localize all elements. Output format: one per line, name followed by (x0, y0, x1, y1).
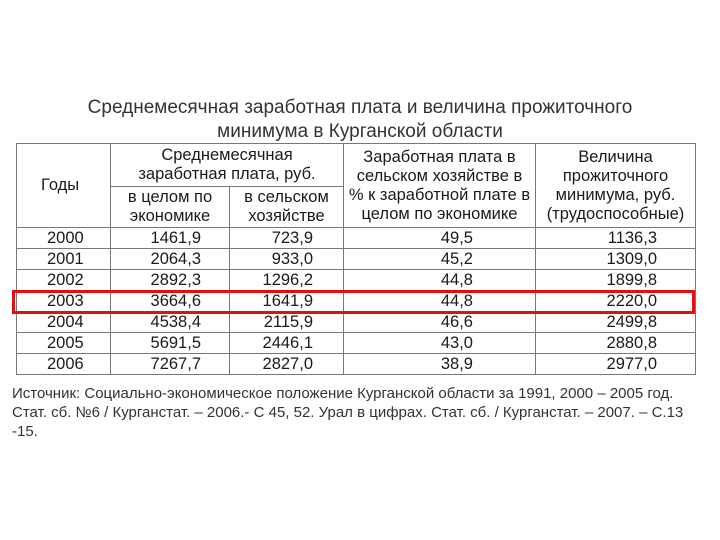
cell-agriculture: 2115,9 (230, 312, 344, 333)
cell-economy: 2892,3 (111, 270, 230, 291)
cell-agriculture: 2446,1 (230, 333, 344, 354)
header-agri-share: Заработная плата в сельском хозяйстве в % к заработной плате в целом по экономике (344, 144, 536, 228)
cell-year: 2003 (17, 291, 111, 312)
cell-economy: 4538,4 (111, 312, 230, 333)
table-row (17, 249, 696, 270)
title-line-1: Среднемесячная заработная плата и величина прожиточного (87, 97, 633, 118)
cell-economy: 1461,9 (111, 228, 230, 249)
cell-year: 2004 (17, 312, 111, 333)
wage-table (16, 143, 696, 375)
cell-year: 2002 (17, 270, 111, 291)
header-agriculture: в сельском хозяйстве (230, 187, 344, 228)
cell-agriculture: 2827,0 (230, 354, 344, 375)
cell-economy: 2064,3 (111, 249, 230, 270)
table-row (17, 333, 696, 354)
table-row (17, 270, 696, 291)
cell-subsistence: 2977,0 (536, 354, 696, 375)
cell-agriculture: 723,9 (230, 228, 344, 249)
highlight-box-2003 (12, 290, 695, 314)
title-line-2: минимума в Курганской области (217, 121, 503, 142)
cell-agriculture: 933,0 (230, 249, 344, 270)
cell-share: 49,5 (344, 228, 536, 249)
table-row (17, 312, 696, 333)
header-avg-wage: Среднемесячная заработная плата, руб. (111, 144, 344, 187)
cell-subsistence: 2880,8 (536, 333, 696, 354)
cell-subsistence: 1899,8 (536, 270, 696, 291)
cell-share: 44,8 (344, 270, 536, 291)
header-subsistence: Величина прожиточного минимума, руб. (трудоспособные) (536, 144, 696, 228)
cell-share: 38,9 (344, 354, 536, 375)
cell-year: 2001 (17, 249, 111, 270)
cell-economy: 7267,7 (111, 354, 230, 375)
cell-share: 45,2 (344, 249, 536, 270)
cell-agriculture: 1641,9 (230, 291, 344, 312)
cell-agriculture: 1296,2 (230, 270, 344, 291)
cell-year: 2006 (17, 354, 111, 375)
cell-subsistence: 1309,0 (536, 249, 696, 270)
cell-share: 46,6 (344, 312, 536, 333)
cell-share: 44,8 (344, 291, 536, 312)
cell-year: 2005 (17, 333, 111, 354)
cell-economy: 3664,6 (111, 291, 230, 312)
cell-subsistence: 2499,8 (536, 312, 696, 333)
cell-subsistence: 1136,3 (536, 228, 696, 249)
source-note: Источник: Социально-экономическое положение Курганской области за 1991, 2000 – 2005 год. Стат. сб. №6 / Курганстат. – 2006.- С 45, 52. Урал в цифрах. Стат. сб. / Курганстат. – 2007. – С.13 -15. (12, 385, 684, 440)
page-title (40, 96, 680, 144)
table-row (17, 354, 696, 375)
cell-economy: 5691,5 (111, 333, 230, 354)
header-economy: в целом по экономике (111, 187, 230, 228)
header-years: Годы (17, 144, 111, 228)
table-row (17, 228, 696, 249)
cell-share: 43,0 (344, 333, 536, 354)
cell-year: 2000 (17, 228, 111, 249)
cell-subsistence: 2220,0 (536, 291, 696, 312)
